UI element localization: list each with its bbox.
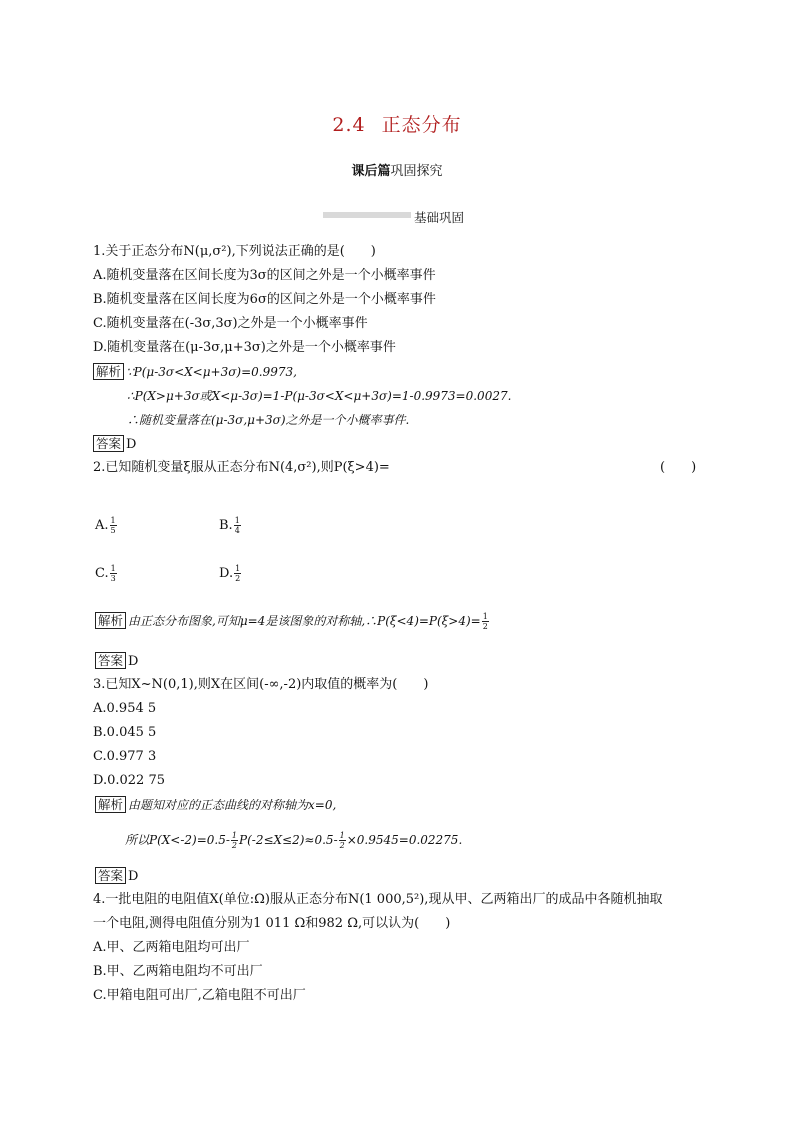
section-divider-bar (323, 212, 411, 218)
answer-tag: 答案 (93, 435, 124, 452)
q4-option-b: B.甲、乙两箱电阻均不可出厂 (93, 964, 263, 979)
answer-tag: 答案 (95, 867, 126, 884)
q4-stem-line2: 一个电阻,测得电阻值分别为1 011 Ω和982 Ω,可以认为( ) (93, 916, 451, 931)
q4-option-a: A.甲、乙两箱电阻均可出厂 (93, 940, 250, 955)
page-subtitle (0, 160, 794, 179)
section-label: 基础巩固 (414, 210, 465, 225)
q1-analysis: 解析 ∵P(μ-3σ<X<μ+3σ)=0.9973, (93, 363, 297, 382)
q1-answer: 答案 D (93, 435, 136, 454)
q3-analysis: 解析 由题知对应的正态曲线的对称轴为x=0, (95, 796, 336, 815)
q4-option-c: C.甲箱电阻可出厂,乙箱电阻不可出厂 (93, 988, 306, 1003)
page-title (0, 110, 794, 137)
section-title: 正态分布 (381, 114, 462, 136)
q3-option-b: B.0.045 5 (93, 725, 157, 740)
analysis-tag: 解析 (95, 796, 126, 813)
q3-answer: 答案 D (95, 867, 138, 886)
q3-option-c: C.0.977 3 (93, 749, 157, 764)
section-number: 2.4 (332, 114, 366, 136)
q1-option-c: C.随机变量落在(-3σ,3σ)之外是一个小概率事件 (93, 316, 368, 331)
q2-option-d: D. $\frac{1}{2}$ (219, 564, 241, 583)
analysis-tag: 解析 (93, 363, 124, 380)
q3-stem: 3.已知X~N(0,1),则X在区间(-∞,-2)内取值的概率为( ) (93, 677, 429, 692)
q3-option-a: A.0.954 5 (93, 701, 157, 716)
subtitle-bold: 课后篇 (351, 164, 391, 179)
q1-stem: 1.关于正态分布N(μ,σ²),下列说法正确的是( ) (93, 244, 376, 259)
q2-stem: 2.已知随机变量ξ服从正态分布N(4,σ²),则P(ξ>4)= (93, 460, 390, 475)
subtitle-rest: 巩固探究 (390, 164, 443, 179)
q1-option-a: A.随机变量落在区间长度为3σ的区间之外是一个小概率事件 (93, 268, 436, 283)
q1-option-b: B.随机变量落在区间长度为6σ的区间之外是一个小概率事件 (93, 292, 436, 307)
q2-option-a: A. $\frac{1}{5}$ (95, 516, 116, 535)
q4-stem-line1: 4.一批电阻的电阻值X(单位:Ω)服从正态分布N(1 000,5²),现从甲、乙两箱出厂的成品中各随机抽取 (93, 892, 663, 907)
q2-answer: 答案 D (95, 652, 138, 671)
q2-option-b: B. $\frac{1}{4}$ (219, 516, 240, 535)
q3-option-d: D.0.022 75 (93, 773, 165, 788)
answer-tag: 答案 (95, 652, 126, 669)
q1-analysis-line2: ∴P(X>μ+3σ或X<μ-3σ)=1-P(μ-3σ<X<μ+3σ)=1-0.9973=0.0027. (127, 389, 512, 403)
q1-option-d: D.随机变量落在(μ-3σ,μ+3σ)之外是一个小概率事件 (93, 340, 396, 355)
q3-analysis-line2: 所以P(X<-2)=0.5- $\frac{1}{2}$ P(-2≤X≤2)≈0.5- $\frac{1}{2}$ ×0.9545=0.02275. (125, 831, 463, 850)
analysis-tag: 解析 (95, 612, 126, 629)
q1-analysis-line3: ∴随机变量落在(μ-3σ,μ+3σ)之外是一个小概率事件. (127, 413, 410, 427)
q2-answer-paren: ( ) (660, 460, 697, 475)
q2-option-c: C. $\frac{1}{3}$ (95, 564, 116, 583)
q2-analysis: 解析 由正态分布图象,可知μ=4是该图象的对称轴,∴P(ξ<4)=P(ξ>4)= $\frac{1}{2}$ (95, 612, 490, 631)
